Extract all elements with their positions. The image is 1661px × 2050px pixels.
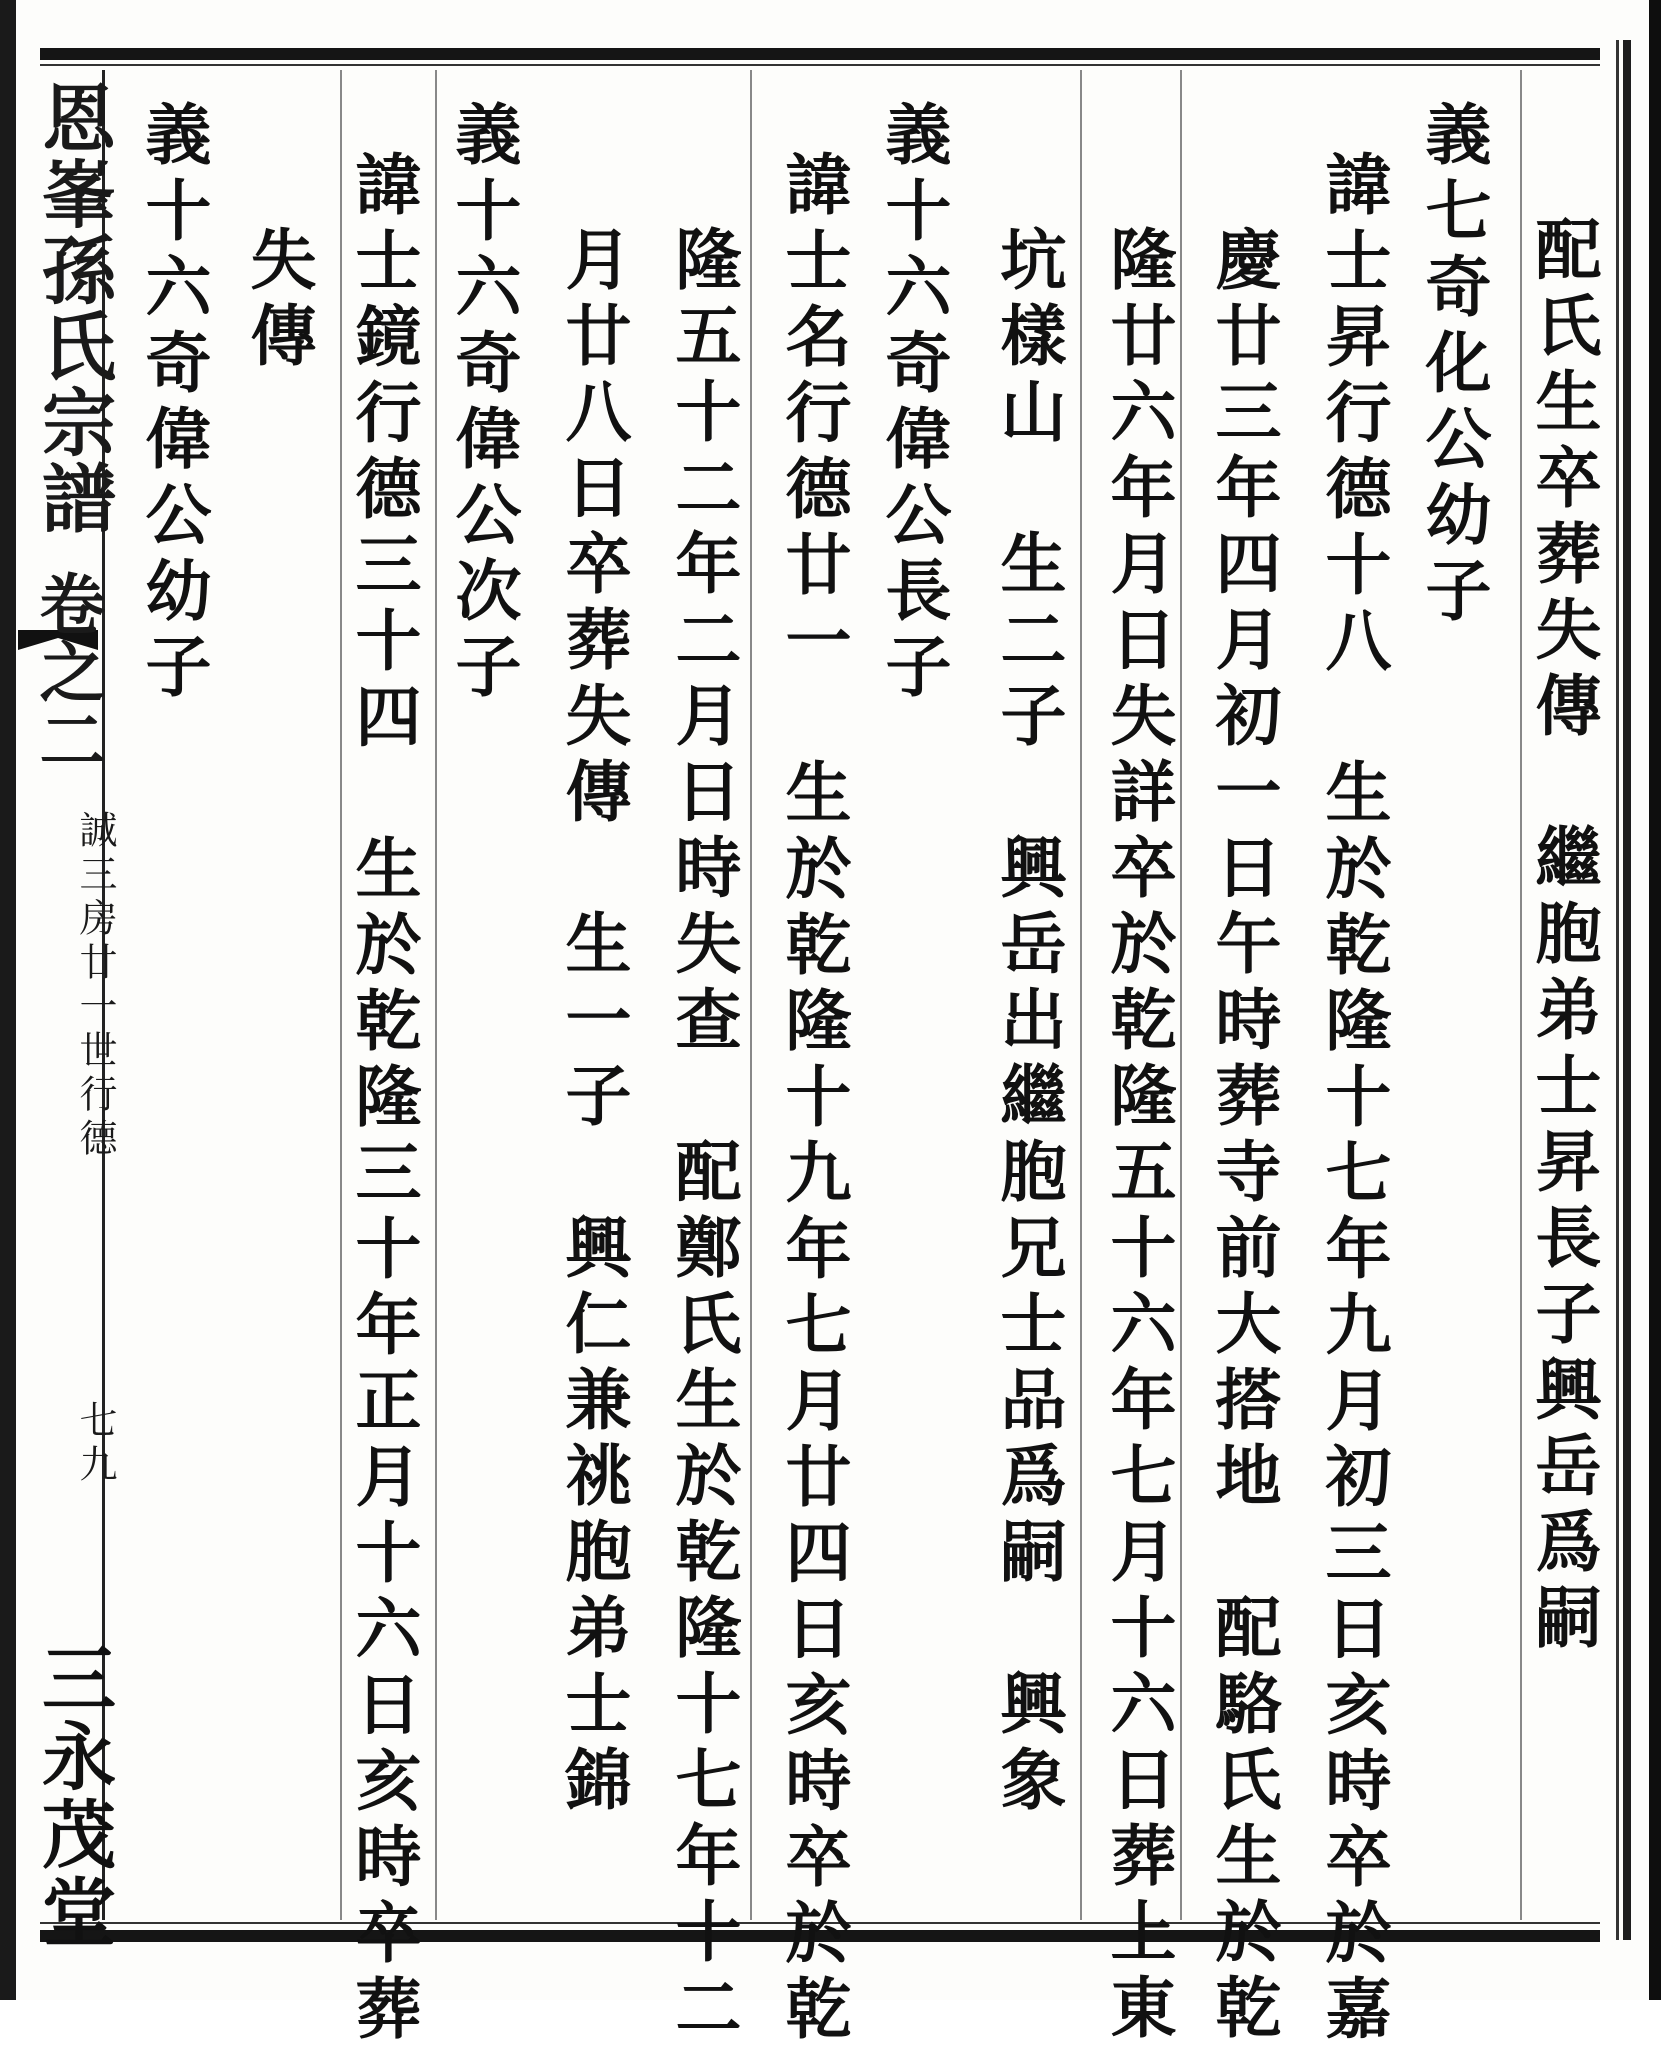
binding-edge: [0, 0, 16, 2000]
text-column-6: 坑樣山 生二子 興岳出繼胞兄士品爲嗣 興象: [989, 225, 1067, 1821]
volume-label: 卷之二: [28, 570, 106, 774]
column-divider: [1080, 70, 1082, 1920]
text-column-1: 配氏生卒葬失傳 繼胞弟士昇長子興岳爲嗣: [1524, 215, 1602, 1659]
text-column-3: 諱士昇行德十八 生於乾隆十七年九月初三日亥時卒於嘉: [1314, 150, 1392, 2050]
column-divider: [435, 70, 437, 1920]
text-column-9: 隆五十二年二月日時失查 配鄭氏生於乾隆十七年十二: [664, 225, 742, 2049]
right-page-edge: [1649, 0, 1661, 2000]
entry-heading-column: 義七奇化公幼子: [1414, 100, 1492, 632]
text-column-12: 諱士鏡行德三十四 生於乾隆三十年正月十六日亥時卒葬: [344, 150, 422, 2050]
right-frame-line: [1616, 40, 1619, 1940]
column-divider: [1520, 70, 1522, 1920]
genealogy-title: 恩峯孫氏宗譜: [30, 80, 116, 536]
top-frame-rule: [40, 48, 1600, 60]
text-column-10: 月廿八日卒葬失傳 生一子 興仁兼祧胞弟士錦: [554, 225, 632, 1821]
column-divider: [750, 70, 752, 1920]
text-column-8: 諱士名行德廿一 生於乾隆十九年七月廿四日亥時卒於乾: [774, 150, 852, 2050]
column-divider: [340, 70, 342, 1920]
column-divider: [1180, 70, 1182, 1920]
entry-heading-column: 義十六奇偉公幼子: [134, 100, 212, 708]
right-frame-border: [1623, 40, 1631, 1940]
entry-heading-column: 義十六奇偉公長子: [874, 100, 952, 708]
text-column-13: 失傳: [239, 225, 317, 377]
page-number: 七九: [73, 1400, 117, 1488]
entry-heading-column: 義十六奇偉公次子: [444, 100, 522, 708]
text-column-5: 隆廿六年月日失詳卒於乾隆五十六年七月十六日葬上東: [1099, 225, 1177, 2049]
hall-name: 三永茂堂: [30, 1640, 116, 1952]
text-column-4: 慶廿三年四月初一日午時葬寺前大搭地 配駱氏生於乾: [1204, 225, 1282, 2049]
top-frame-thin-rule: [40, 64, 1600, 66]
branch-label: 誠三房廿一世行德: [73, 810, 117, 1162]
